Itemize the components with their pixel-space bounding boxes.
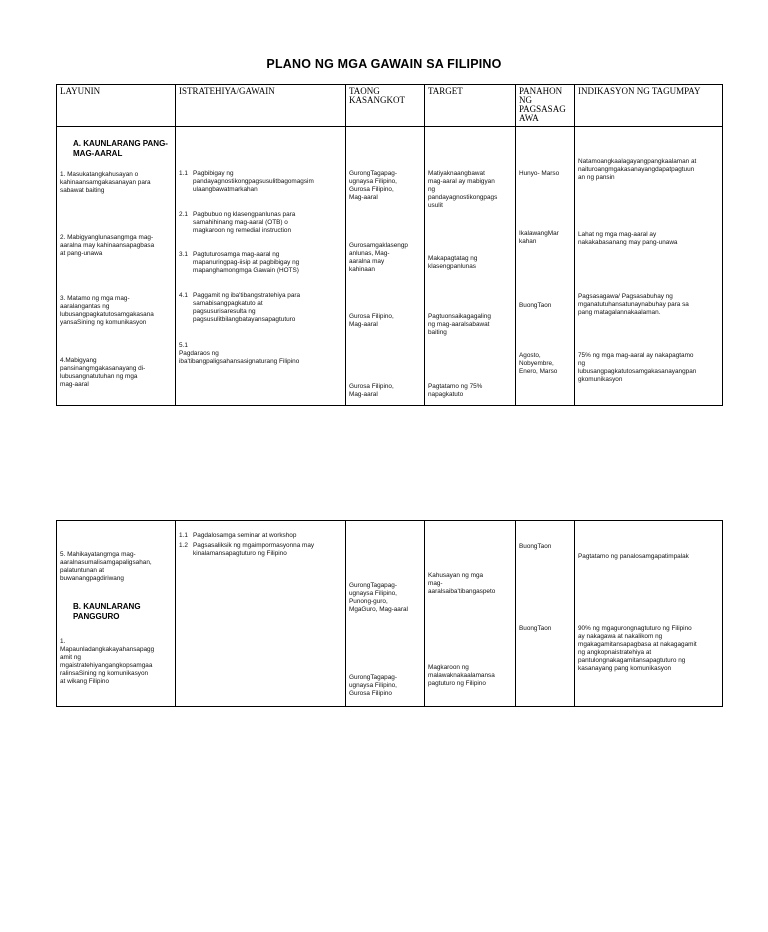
schedule-item: IkalawangMar kahan: [519, 230, 559, 245]
indikasyon-cell: [575, 521, 723, 707]
people-involved: Gurosamgaklasengp anlunas, Mag- aaralna may kahinaan: [349, 242, 408, 273]
header-layunin: LAYUNIN: [57, 85, 176, 127]
strategy-item: Pagdalosamga seminar at workshop: [193, 532, 297, 539]
istratehiya-cell: [176, 521, 346, 707]
strategy-number: 1.1: [179, 532, 188, 539]
strategy-item: Pagsasaliksik ng mgaimpormasyonna may kinalamansapagtuturo ng Filipino: [193, 542, 315, 557]
strategy-number: 1.1: [179, 170, 188, 177]
success-indicator: 90% ng mgagurongnagtuturo ng Filipino ay nakagawa at nakalikom ng mgakagamitansapagbasa at nakagagamit ng angkopnaistratehiya at pantulongnakagamitansapagtuturo ng kasanayang pang komunikasyon: [578, 625, 697, 672]
document-title: PLANO NG MGA GAWAIN SA FILIPINO: [266, 57, 502, 71]
target-item: Pagtatamo ng 75% napagkatuto: [428, 383, 483, 398]
strategy-item: Pagdaraos ng iba'tibangpaligsahansasignaturang Filipino: [179, 350, 300, 365]
section-a-heading: A. KAUNLARANG PANG- MAG-AARAL: [73, 139, 168, 158]
strategy-item: Pagtuturosamga mag-aaral ng mapanuringpag-iisip at pagbibigay ng mapanghamongmga Gawain (HOTS): [193, 251, 300, 274]
table-row: [57, 127, 723, 406]
strategy-item: Pagbubuo ng klasengpanlunas para samahihinang mag-aaral (OTB) o magkaroon ng remedial instruction: [193, 211, 296, 234]
header-target: TARGET: [425, 85, 516, 127]
people-involved: Gurosa Filipino, Mag-aaral: [349, 313, 394, 328]
table-row: [57, 521, 723, 707]
target-item: Magkaroon ng malawaknakaalamansa pagtuturo ng Filipino: [428, 664, 495, 687]
layunin-item: 5. Mahikayatangmga mag- aaralnasumalisamgapaligsahan, palatuntunan at buwanangpagdiriwang: [60, 551, 152, 582]
layunin-item: 1. Mapaunladangkakayahansapagg amit ng mgaistratehiyangangkopsamgaa ralinsaSining ng komunikasyon at wikang Filipino: [60, 638, 155, 685]
section-b-heading: B. KAUNLARANG PANGGURO: [73, 602, 141, 621]
success-indicator: Lahat ng mga mag-aaral ay nakakabasanang may pang-unawa: [578, 231, 678, 246]
schedule-item: BuongTaon: [519, 543, 552, 550]
layunin-item: 3. Matamo ng mga mag- aaralangantas ng lubusangpagkatutosamgakasana yansaSining ng komunikasyon: [60, 295, 154, 326]
success-indicator: 75% ng mga mag-aaral ay nakapagtamo ng lubusangpagkatutosamgakasanayangpan gkomunikasyon: [578, 352, 697, 383]
table-header-row: [57, 85, 723, 127]
people-involved: GurongTagapag- ugnaysa Filipino, Gurosa Filipino: [349, 674, 397, 697]
layunin-item: 4.Mabigyang pansinangmgakasanayang di- lubusangnatutuhan ng mga mag-aaral: [60, 357, 146, 388]
people-involved: GurongTagapag- ugnaysa Filipino, Gurosa Filipino, Mag-aaral: [349, 170, 397, 201]
target-item: Pagtuonsaikagagaling ng mag-aaralsabawat baiting: [428, 313, 491, 336]
header-indikasyon: INDIKASYON NG TAGUMPAY: [575, 85, 723, 127]
taong-kasangkot-cell: [346, 127, 425, 406]
header-panahon: PANAHON NG PAGSASAG AWA: [516, 85, 575, 127]
panahon-cell: [516, 127, 575, 406]
layunin-cell: [57, 127, 176, 406]
success-indicator: Pagsasagawa/ Pagsasabuhay ng mganatutuhansatunaynabuhay para sa pang matagalannakaalaman.: [578, 293, 689, 316]
plan-table-2: [56, 520, 723, 707]
schedule-item: BuongTaon: [519, 625, 552, 632]
schedule-item: Hunyo- Marso: [519, 170, 560, 177]
strategy-item: Paggamit ng iba'tibangstratehiya para samabisangpagkatuto at pagsusurisaresulta ng pagsusulitbilangbatayansapagtuturo: [193, 292, 301, 323]
schedule-item: BuongTaon: [519, 302, 552, 309]
strategy-number: 4.1: [179, 292, 188, 299]
layunin-item: 1. Masukatangkahusayan o kahinaansamgakasanayan para sabawat baiting: [60, 171, 151, 194]
people-involved: Gurosa Filipino, Mag-aaral: [349, 383, 394, 398]
plan-table-1: [56, 84, 723, 406]
success-indicator: Pagtatamo ng panalosamgapatimpalak: [578, 553, 689, 560]
people-involved: GurongTagapag- ugnaysa Filipino, Punong-guro, MgaGuro, Mag-aaral: [349, 582, 408, 613]
success-indicator: Natamoangkaalagayangpangkaalaman at naituroangmgakasanayangdapatpagtuun an ng pansin: [578, 158, 697, 181]
indikasyon-cell: [575, 127, 723, 406]
strategy-number: 1.2: [179, 542, 188, 549]
schedule-item: Agosto, Nobyembre, Enero, Marso: [519, 352, 558, 375]
target-item: Matiyaknaangbawat mag-aaral ay mabigyan ng pandayagnostikongpags usulit: [428, 170, 498, 209]
header-istratehiya: ISTRATEHIYA/GAWAIN: [176, 85, 346, 127]
panahon-cell: [516, 521, 575, 707]
strategy-number: 2.1: [179, 211, 188, 218]
header-taong-kasangkot: TAONG KASANGKOT: [346, 85, 425, 127]
strategy-item: Pagbibigay ng pandayagnostikongpagsusulitbagomagsim ulaangbawatmarkahan: [193, 170, 314, 193]
target-item: Kahusayan ng mga mag- aaralsaiba'tibangaspeto: [428, 572, 496, 595]
target-cell: [425, 521, 516, 707]
layunin-item: 2. Mabigyanglunasangmga mag- aaralna may kahinaansapagbasa at pang-unawa: [60, 234, 155, 257]
target-cell: [425, 127, 516, 406]
layunin-cell: [57, 521, 176, 707]
taong-kasangkot-cell: [346, 521, 425, 707]
strategy-number: 5.1: [179, 342, 188, 349]
istratehiya-cell: [176, 127, 346, 406]
strategy-number: 3.1: [179, 251, 188, 258]
target-item: Makapagtatag ng klasengpanlunas: [428, 255, 478, 270]
